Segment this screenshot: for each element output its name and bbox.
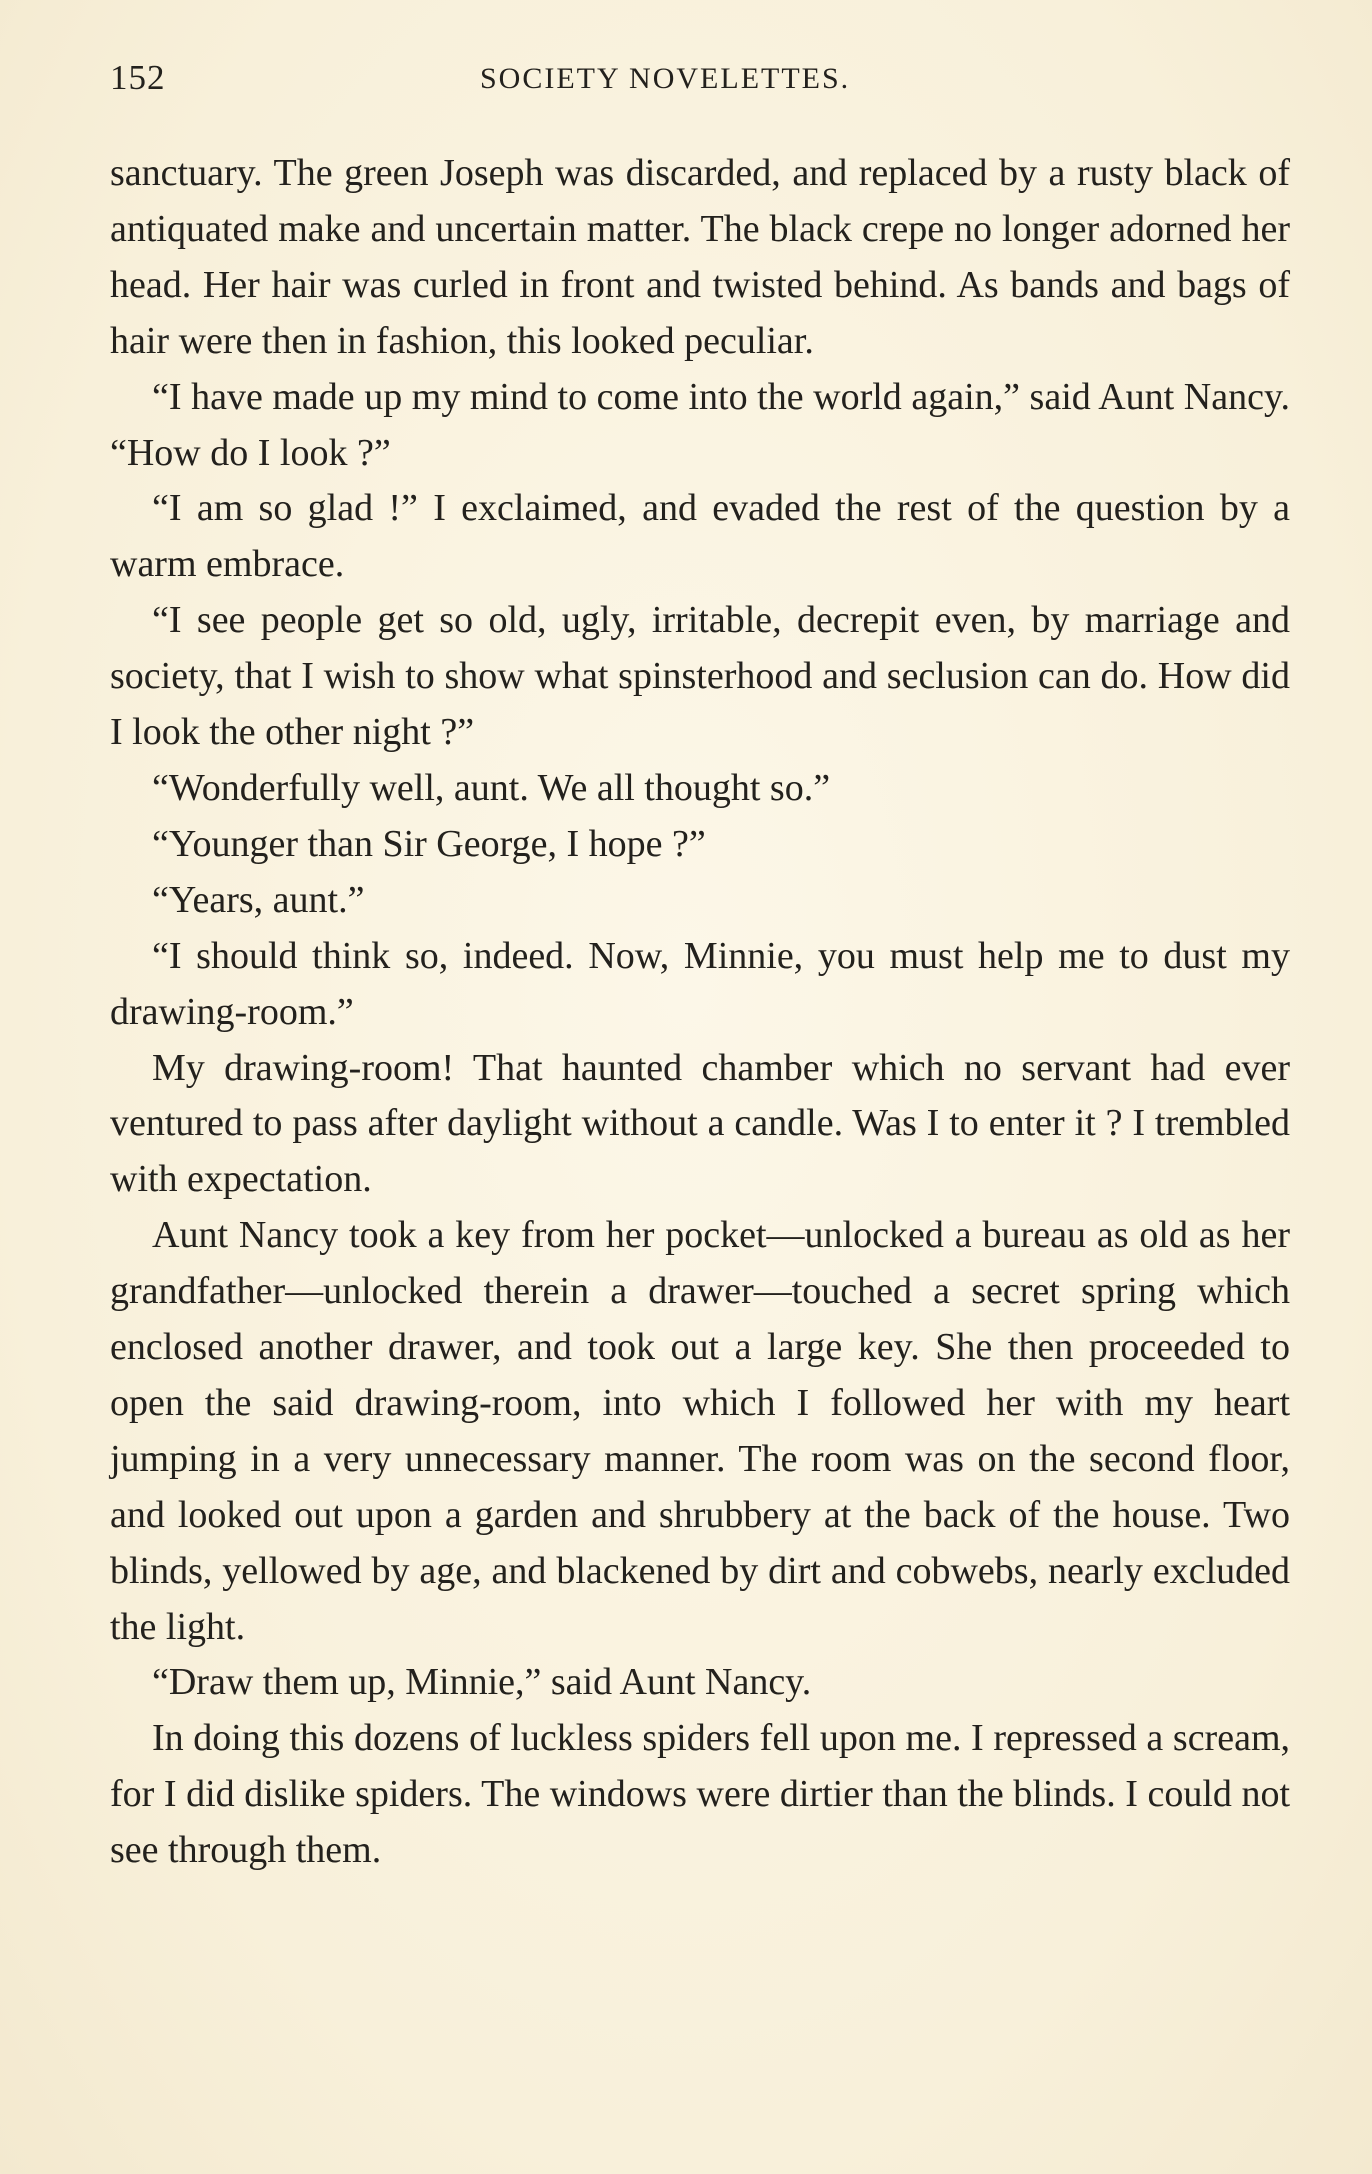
- paragraph: My drawing-room! That haunted chamber which no servant had ever ventured to pass after daylight without a candle. Was I to enter it ? I trembled with expectation.: [110, 1046, 1290, 1201]
- paragraph: “Draw them up, Minnie,” said Aunt Nancy.: [152, 1661, 812, 1704]
- paragraph: sanctuary. The green Joseph was discarded, and replaced by a rusty black of antiquated make and uncertain matter. The black crepe no longer adorned her head. Her hair was curled in front and twisted behind. As bands and bags of hair were then in fashion, this looked peculiar.: [110, 152, 1290, 362]
- body-text: [110, 146, 1290, 1879]
- paragraph: “Years, aunt.”: [152, 878, 365, 921]
- paragraph: “Younger than Sir George, I hope ?”: [152, 822, 706, 865]
- paragraph: “Wonderfully well, aunt. We all thought so.”: [152, 766, 831, 809]
- paragraph: “I should think so, indeed. Now, Minnie, you must help me to dust my drawing-room.”: [110, 934, 1290, 1033]
- running-title: SOCIETY NOVELETTES.: [480, 62, 851, 95]
- running-head: [110, 58, 1290, 108]
- paragraph: “I am so glad !” I exclaimed, and evaded the rest of the question by a warm embrace.: [110, 487, 1290, 586]
- paragraph: Aunt Nancy took a key from her pocket—unlocked a bureau as old as her grandfather—unlocked therein a drawer—touched a secret spring which enclosed another drawer, and took out a large key. She then proceeded to open the said drawing-room, into which I followed her with my heart jumping in a very unnecessary manner. The room was on the second floor, and looked out upon a garden and shrubbery at the back of the house. Two blinds, yellowed by age, and blackened by dirt and cobwebs, nearly excluded the light.: [110, 1214, 1290, 1648]
- page-number: 152: [110, 58, 166, 97]
- paragraph: “I see people get so old, ugly, irritable, decrepit even, by marriage and society, that I wish to show what spinsterhood and seclusion can do. How did I look the other night ?”: [110, 599, 1290, 754]
- paragraph: In doing this dozens of luckless spiders fell upon me. I repressed a scream, for I did dislike spiders. The windows were dirtier than the blinds. I could not see through them.: [110, 1717, 1290, 1872]
- paragraph: “I have made up my mind to come into the world again,” said Aunt Nancy. “How do I look ?”: [110, 375, 1290, 474]
